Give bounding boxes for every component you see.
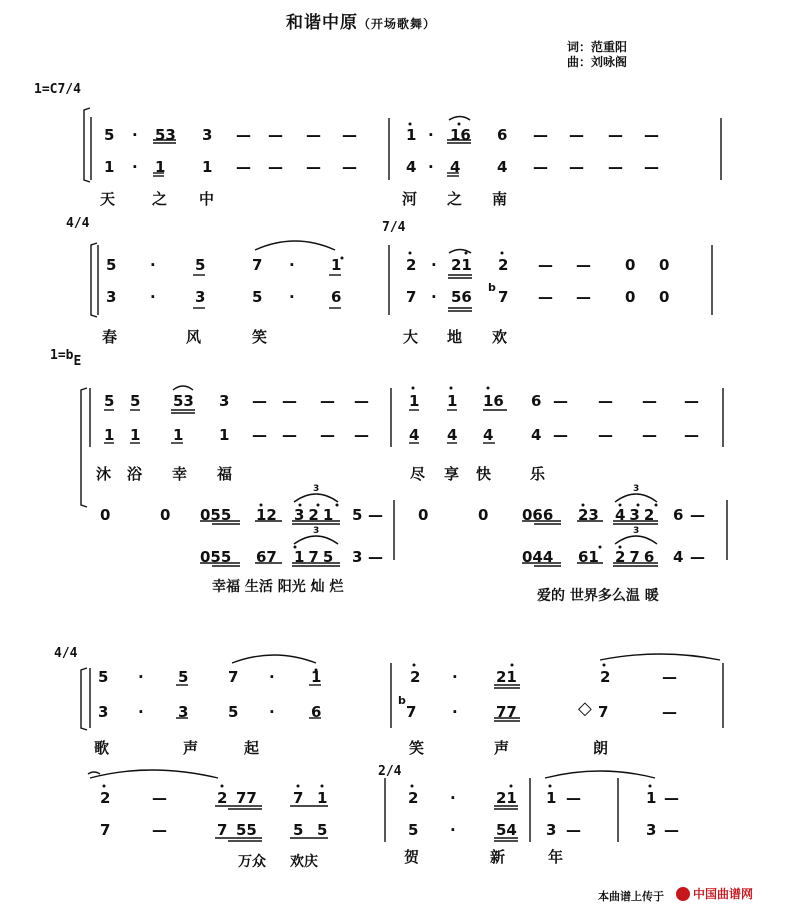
note: 77 — [236, 789, 257, 807]
note: 7 — [498, 288, 509, 306]
key-signature-second — [50, 348, 82, 369]
note: 55 — [236, 821, 257, 839]
note: — — [598, 392, 613, 410]
note: 21 — [496, 789, 517, 807]
note: · — [289, 256, 295, 274]
note: — — [569, 126, 584, 144]
note: 1 — [219, 426, 230, 444]
note: 1 — [202, 158, 213, 176]
note: — — [268, 158, 283, 176]
note: · — [138, 703, 144, 721]
note: — — [690, 548, 705, 566]
note: 3 — [98, 703, 109, 721]
note: — — [553, 426, 568, 444]
note: 175 — [294, 548, 338, 566]
note: · — [150, 256, 156, 274]
note: 21 — [496, 668, 517, 686]
flat-sign: b — [398, 694, 406, 707]
key-signature-first: 1=C7/4 — [34, 82, 81, 97]
note: · — [452, 703, 458, 721]
lyric: 欢庆 — [290, 854, 318, 870]
triplet-mark: 3 — [633, 526, 640, 536]
note: — — [306, 158, 321, 176]
note: 3 — [646, 821, 657, 839]
note: — — [608, 158, 623, 176]
note: 56 — [451, 288, 472, 306]
note: — — [152, 789, 167, 807]
note: 53 — [155, 126, 176, 144]
note: 21 — [451, 256, 472, 274]
note: — — [533, 158, 548, 176]
title-subtitle: （开场歌舞） — [358, 17, 437, 31]
note: 5 — [104, 126, 115, 144]
note: · — [150, 288, 156, 306]
triplet-mark: 3 — [313, 526, 320, 536]
lyric: 新 — [490, 848, 506, 866]
time-signature: 4/4 — [66, 216, 90, 231]
lyric: 享 — [444, 465, 460, 483]
time-signature: 7/4 — [382, 220, 406, 235]
note: 1 — [173, 426, 184, 444]
key-note: E — [73, 354, 82, 369]
note: 6 — [531, 392, 542, 410]
lyricist-credit: 词：范重阳 — [567, 40, 628, 54]
note: — — [566, 789, 581, 807]
note: 6 — [497, 126, 508, 144]
note: — — [644, 126, 659, 144]
note: 53 — [173, 392, 194, 410]
note: 4 — [531, 426, 542, 444]
note: — — [608, 126, 623, 144]
note: 5 — [293, 821, 304, 839]
lyric: 大 — [403, 328, 419, 346]
note: 2 — [217, 789, 228, 807]
note: 5 — [178, 668, 189, 686]
note: — — [282, 426, 297, 444]
note: 1 — [317, 789, 328, 807]
note: 276 — [615, 548, 659, 566]
note: 7 — [252, 256, 263, 274]
lyric: 之 — [447, 190, 463, 208]
breath-mark-icon: ◇ — [578, 698, 592, 719]
system1-bracket — [84, 108, 90, 182]
note: · — [452, 668, 458, 686]
note: 7 — [100, 821, 111, 839]
lyric: 南 — [492, 190, 508, 208]
note: — — [252, 392, 267, 410]
note: — — [368, 548, 383, 566]
note: 4 — [497, 158, 508, 176]
note: — — [342, 158, 357, 176]
lyric: 沐 — [96, 465, 112, 483]
lyric: 笑 — [409, 739, 425, 757]
note: 0 — [418, 506, 429, 524]
note: 6 — [331, 288, 342, 306]
note: 5 — [195, 256, 206, 274]
note: 4 — [406, 158, 417, 176]
note: 044 — [522, 548, 554, 566]
lyric: 贺 — [404, 848, 420, 866]
note: 3 — [106, 288, 117, 306]
note: 2 — [410, 668, 421, 686]
lyric: 之 — [152, 190, 168, 208]
note: — — [642, 392, 657, 410]
flat-sign: b — [488, 281, 496, 294]
note: 1 — [406, 126, 417, 144]
note: 0 — [659, 288, 670, 306]
note: 5 — [98, 668, 109, 686]
note: · — [428, 158, 434, 176]
note: · — [428, 126, 434, 144]
note: · — [450, 789, 456, 807]
logo-icon — [676, 887, 690, 901]
note: — — [538, 256, 553, 274]
note: — — [268, 126, 283, 144]
note: 055 — [200, 548, 232, 566]
note: — — [553, 392, 568, 410]
note: — — [152, 821, 167, 839]
note: 54 — [496, 821, 517, 839]
note: · — [138, 668, 144, 686]
note: 3 — [352, 548, 363, 566]
key-prefix: 1= — [50, 348, 66, 363]
triplet-mark: 3 — [313, 484, 320, 494]
note: 055 — [200, 506, 232, 524]
note: 1 — [130, 426, 141, 444]
lyric: 浴 — [127, 465, 143, 483]
note: 3 — [195, 288, 206, 306]
note: · — [450, 821, 456, 839]
title-main: 和谐中原 — [286, 13, 358, 33]
counter-lyric: 爱的 世界多么温 暖 — [537, 588, 659, 604]
note: 3 — [178, 703, 189, 721]
lyric: 歌 — [94, 739, 110, 757]
note: 5 — [317, 821, 328, 839]
lyric: 万众 — [238, 854, 266, 870]
note: 3 — [546, 821, 557, 839]
note: 7 — [406, 288, 417, 306]
note: · — [132, 158, 138, 176]
note: — — [662, 668, 677, 686]
note: 6 — [311, 703, 322, 721]
site-logo[interactable] — [676, 885, 753, 902]
note: 4 — [483, 426, 494, 444]
note: 3 — [202, 126, 213, 144]
lyric: 天 — [100, 190, 116, 208]
time-signature: 2/4 — [378, 764, 402, 779]
composer-credit: 曲：刘咏阁 — [567, 55, 628, 69]
note: · — [289, 288, 295, 306]
lyric: 起 — [244, 739, 260, 757]
note: — — [566, 821, 581, 839]
note: 1 — [447, 392, 458, 410]
note: 2 — [600, 668, 611, 686]
note: 12 — [256, 506, 277, 524]
note: · — [269, 703, 275, 721]
note: 321 — [294, 506, 338, 524]
note: 67 — [256, 548, 277, 566]
note: — — [569, 158, 584, 176]
note: — — [282, 392, 297, 410]
note: 7 — [217, 821, 228, 839]
note: 1 — [311, 668, 322, 686]
note: 4 — [447, 426, 458, 444]
note: · — [431, 288, 437, 306]
note: 4 — [409, 426, 420, 444]
note: 5 — [408, 821, 419, 839]
lyric: 地 — [447, 328, 463, 346]
site-name: 中国曲谱网 — [693, 887, 754, 901]
lyric: 朗 — [593, 739, 609, 757]
note: — — [354, 392, 369, 410]
note: — — [664, 821, 679, 839]
note: 61 — [578, 548, 599, 566]
note: — — [662, 703, 677, 721]
note: — — [533, 126, 548, 144]
counter-lyric: 幸福 生活 阳光 灿 烂 — [212, 579, 344, 595]
lyric: 声 — [183, 739, 199, 757]
note: 6 — [673, 506, 684, 524]
note: 7 — [293, 789, 304, 807]
note: — — [320, 426, 335, 444]
note: — — [642, 426, 657, 444]
note: 5 — [130, 392, 141, 410]
lyric: 乐 — [530, 465, 546, 483]
note: 77 — [496, 703, 517, 721]
note: — — [664, 789, 679, 807]
note: — — [368, 506, 383, 524]
note: 16 — [450, 126, 471, 144]
note: — — [320, 392, 335, 410]
note: 5 — [252, 288, 263, 306]
note: 3 — [219, 392, 230, 410]
note: 4 — [673, 548, 684, 566]
note: 1 — [331, 256, 342, 274]
lyric: 河 — [402, 190, 418, 208]
note: 7 — [406, 703, 417, 721]
note: 0 — [659, 256, 670, 274]
note: — — [342, 126, 357, 144]
note: 16 — [483, 392, 504, 410]
note: — — [354, 426, 369, 444]
lyric: 风 — [186, 328, 202, 346]
lyric: 欢 — [492, 328, 508, 346]
note: · — [431, 256, 437, 274]
note: — — [252, 426, 267, 444]
lyric: 福 — [217, 465, 233, 483]
note: — — [306, 126, 321, 144]
note: 1 — [104, 426, 115, 444]
note: — — [538, 288, 553, 306]
note: 2 — [498, 256, 509, 274]
note: 4 — [450, 158, 461, 176]
note: 432 — [615, 506, 659, 524]
note: 7 — [598, 703, 609, 721]
note: 1 — [104, 158, 115, 176]
lyric: 笑 — [252, 328, 268, 346]
note: 066 — [522, 506, 554, 524]
note: 5 — [352, 506, 363, 524]
note: 0 — [625, 256, 636, 274]
note: 2 — [406, 256, 417, 274]
note: 1 — [155, 158, 166, 176]
key-flat: b — [65, 348, 74, 363]
note: — — [236, 158, 251, 176]
note: · — [269, 668, 275, 686]
note: 2 — [408, 789, 419, 807]
time-signature: 4/4 — [54, 646, 78, 661]
note: 1 — [409, 392, 420, 410]
note: — — [236, 126, 251, 144]
note: 0 — [100, 506, 111, 524]
note: — — [576, 288, 591, 306]
note: 0 — [160, 506, 171, 524]
note: 0 — [478, 506, 489, 524]
note: 7 — [228, 668, 239, 686]
note: — — [598, 426, 613, 444]
triplet-mark: 3 — [633, 484, 640, 494]
note: · — [132, 126, 138, 144]
note: 2 — [100, 789, 111, 807]
note: 5 — [106, 256, 117, 274]
lyric: 尽 — [410, 465, 426, 483]
lyric: 春 — [102, 328, 118, 346]
lyric: 快 — [476, 465, 492, 483]
note: 23 — [578, 506, 599, 524]
note: 1 — [546, 789, 557, 807]
note: — — [684, 426, 699, 444]
note: — — [690, 506, 705, 524]
note: 0 — [625, 288, 636, 306]
note: 5 — [104, 392, 115, 410]
lyric: 中 — [199, 190, 215, 208]
note: — — [644, 158, 659, 176]
lyric: 幸 — [172, 465, 188, 483]
upload-note: 本曲谱上传于 — [598, 890, 664, 903]
note: — — [576, 256, 591, 274]
note: 1 — [646, 789, 657, 807]
lyric: 年 — [548, 848, 564, 866]
note: 5 — [228, 703, 239, 721]
lyric: 声 — [494, 739, 510, 757]
note: — — [684, 392, 699, 410]
